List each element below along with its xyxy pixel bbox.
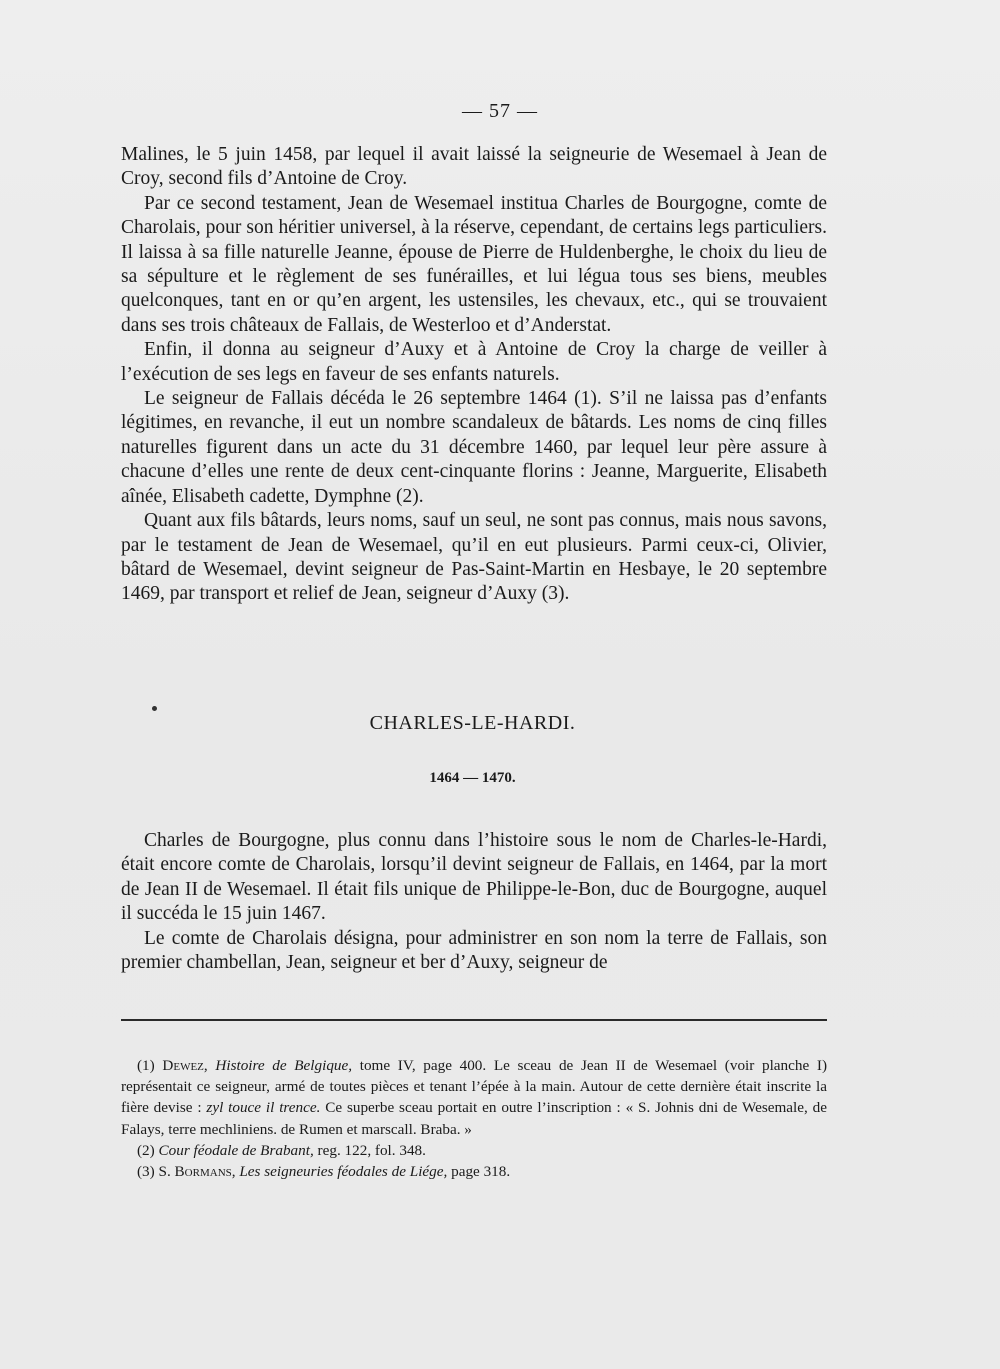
footnote-work: Histoire de Belgique, bbox=[215, 1057, 353, 1074]
footnote-motto: zyl touce il trence. bbox=[206, 1099, 321, 1117]
paragraph: Par ce second testament, Jean de Wesemael institua Charles de Bourgogne, comte de Charolais, pour son héritier universel, à la réserve, cependant, de certains legs particuliers. Il laissa à sa fille naturelle Jeanne, épouse de Pierre de Huldenberghe, le choix du lieu de sa sépulture et le règlement de ses funérailles, et lui légua tous ses biens, meubles quelconques, tant en or qu’en argent, les ustensiles, les chevaux, etc., qui se trouvaient dans ses trois châteaux de Fallais, de Westerloo et d’Anderstat. bbox=[121, 192, 827, 336]
paragraph: Le seigneur de Fallais décéda le 26 septembre 1464 (1). S’il ne laissa pas d’enfants légitimes, en revanche, il eut un nombre scandaleux de bâtards. Les noms de cinq filles naturelles figurent dans un acte du 31 décembre 1460, par lequel leur père assure à chacune d’elles une rente de deux cent-cinquante florins : Jeanne, Marguerite, Elisabeth aînée, Elisabeth cadette, Dymphne (2). bbox=[121, 388, 827, 507]
section-title: CHARLES-LE-HARDI. bbox=[369, 712, 576, 734]
footnote-marker: (3) bbox=[137, 1163, 155, 1181]
paragraph: Enfin, il donna au seigneur d’Auxy et à Antoine de Croy la charge de veiller à l’exécution de ses legs en faveur de ses enfants naturels. bbox=[121, 339, 827, 385]
footnote-text: tome IV, page 400. Le sceau de Jean II de Wesemael (voir planche I) représentait ce seigneur, armé de toutes pièces et tenant l’épée à la main. Autour de cette dernière était inscrite la fière devise : bbox=[121, 1057, 828, 1117]
footnotes bbox=[121, 1055, 827, 1182]
section-text bbox=[121, 829, 827, 975]
footnote-2 bbox=[121, 1140, 827, 1161]
footnote-marker: (1) bbox=[137, 1057, 155, 1074]
footnote-marker: (2) bbox=[137, 1141, 155, 1159]
ink-speck bbox=[152, 706, 157, 711]
footnote-work: Cour féodale de Brabant, bbox=[158, 1141, 314, 1159]
footnote-1 bbox=[121, 1055, 827, 1140]
paragraph: Charles de Bourgogne, plus connu dans l’histoire sous le nom de Charles-le-Hardi, était encore comte de Charolais, lorsqu’il devint seigneur de Fallais, en 1464, par la mort de Jean II de Wesemael. Il était fils unique de Philippe-le-Bon, duc de Bourgogne, auquel il succéda le 15 juin 1467. bbox=[121, 830, 827, 925]
paragraph: Malines, le 5 juin 1458, par lequel il avait laissé la seigneurie de Wesemael à Jean de Croy, second fils d’Antoine de Croy. bbox=[121, 144, 827, 190]
footnote-text: page 318. bbox=[451, 1163, 511, 1181]
footnote-3 bbox=[121, 1161, 827, 1182]
footnote-divider bbox=[121, 1019, 827, 1021]
footnote-author: Dewez, bbox=[162, 1057, 208, 1074]
footnote-work: Les seigneuries féodales de Liége, bbox=[239, 1163, 448, 1181]
paragraph: Le comte de Charolais désigna, pour administrer en son nom la terre de Fallais, son premier chambellan, Jean, seigneur et ber d’Auxy, seigneur de bbox=[121, 927, 827, 974]
footnote-author: S. Bormans, bbox=[158, 1163, 236, 1181]
footnote-text: Ce superbe sceau portait en outre l’inscription : « S. Johnis dni de Wesemale, de Falays, terre mechliniens. de Rumen et marscall. Braba. » bbox=[121, 1099, 827, 1138]
section-dates: 1464 — 1470. bbox=[429, 770, 516, 786]
page-number: — 57 — bbox=[462, 100, 538, 122]
footnote-text: reg. 122, fol. 348. bbox=[317, 1141, 426, 1159]
main-text bbox=[121, 143, 827, 607]
paragraph: Quant aux fils bâtards, leurs noms, sauf un seul, ne sont pas connus, mais nous savons, par le testament de Jean de Wesemael, qu’il en eut plusieurs. Parmi ceux-ci, Olivier, bâtard de Wesemael, devint seigneur de Pas-Saint-Martin en Hesbaye, le 20 septembre 1469, par transport et relief de Jean, seigneur d’Auxy (3). bbox=[121, 510, 827, 605]
